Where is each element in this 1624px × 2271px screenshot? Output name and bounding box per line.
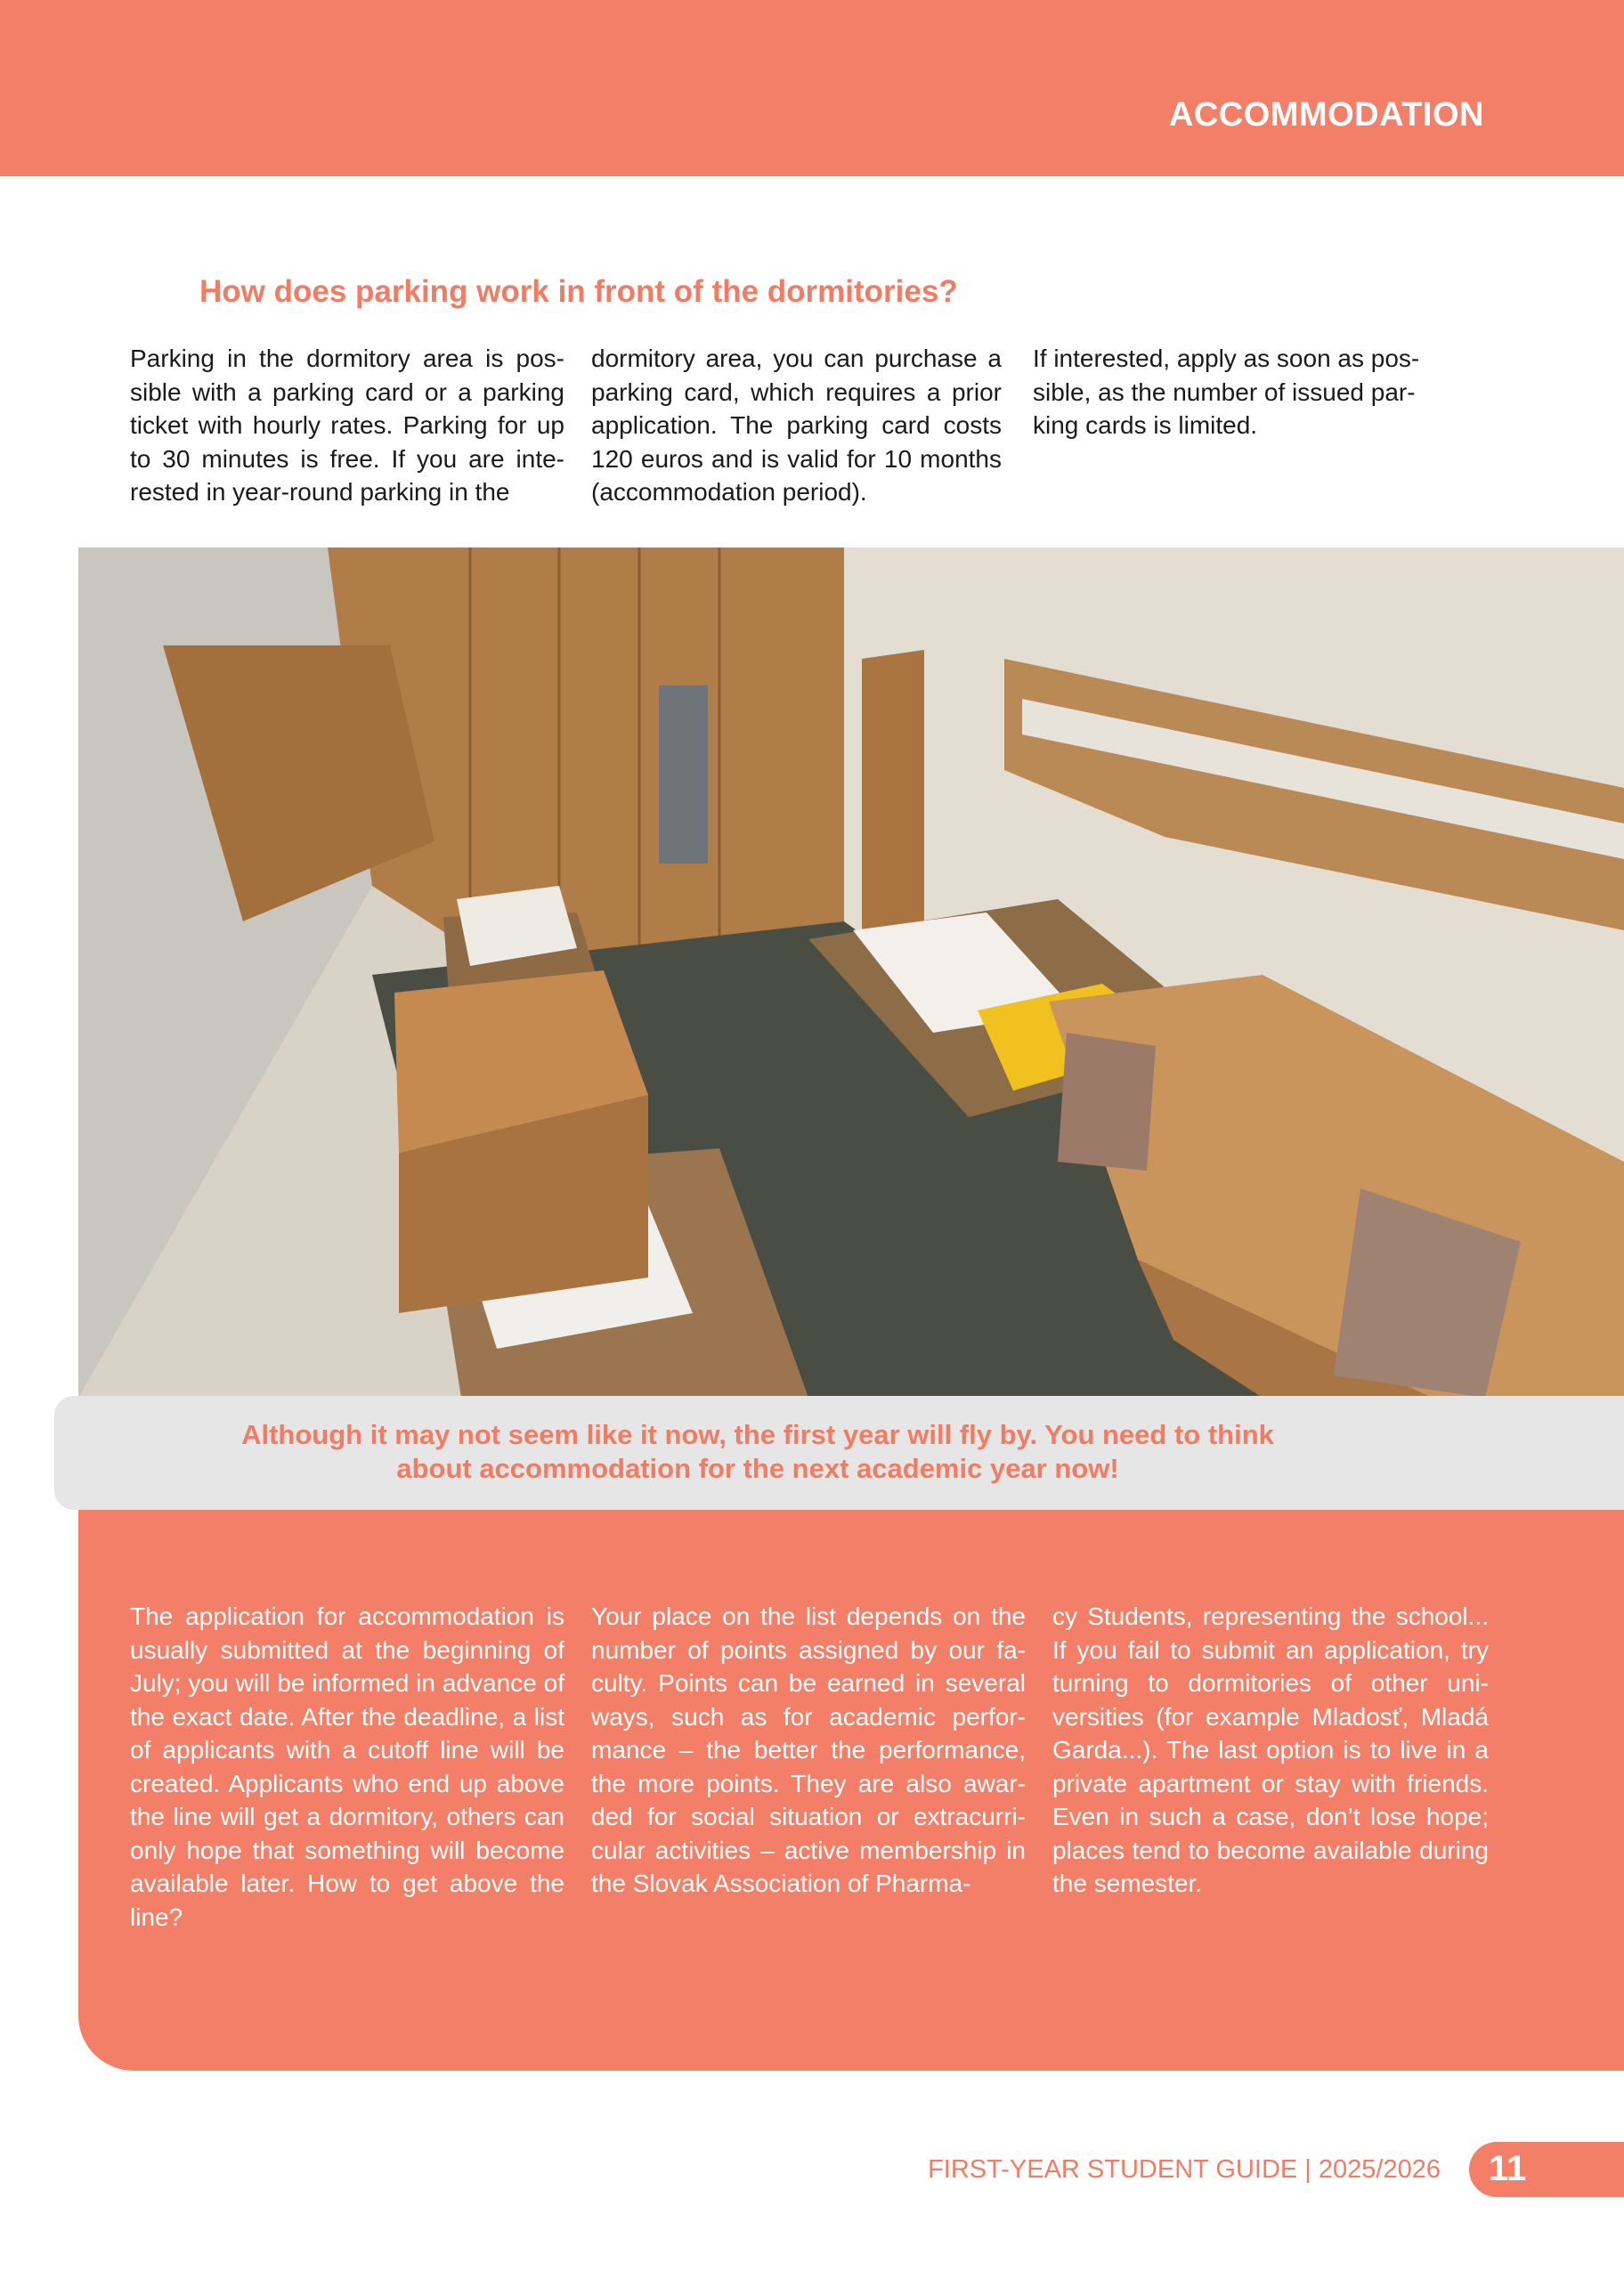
callout-text: Although it may not seem like it now, the first year will fly by. You need to think about accommodation for the next academic year now! <box>241 1419 1274 1484</box>
dormitory-room-photo <box>78 547 1624 1398</box>
application-paragraph-2: Your place on the list depends on the number of points assigned by our fa-culty. Points can be earned in several ways, such as for academic perfor-mance – the better the performance, the more points. They are also awar-ded for social situation or extracurri-cular activities – active membership in the Slovak Association of Pharma- <box>591 1602 1026 1897</box>
header-band <box>0 0 1624 176</box>
footer-guide-title: FIRST-YEAR STUDENT GUIDE | 2025/2026 <box>928 2155 1441 2184</box>
application-paragraph-1: The application for accommodation is usually submitted at the beginning of July; you will be informed in advance of the exact date. After the deadline, a list of applicants with a cutoff line will be created. Applicants who end up above the line will get a dormitory, others can only hope that something will become available later. How to get above the line? <box>130 1602 564 1931</box>
parking-paragraph-1: Parking in the dormitory area is pos-sible with a parking card or a parking ticket with hourly rates. Parking for up to 30 minutes is free. If you are inte-rested in year-round parking in the <box>130 345 564 506</box>
callout-box <box>54 1396 1624 1510</box>
section-title: ACCOMMODATION <box>1168 96 1484 134</box>
parking-heading: How does parking work in front of the dormitories? <box>199 274 958 309</box>
application-paragraph-3: cy Students, representing the school... If you fail to submit an application, try turning to dormitories of other uni-versities (for example Mladosť, Mladá Garda...). The last option is to live in a private apartment or stay with friends. Even in such a case, don’t lose hope; places tend to become available during the semester. <box>1052 1602 1489 1897</box>
parking-paragraph-3: If interested, apply as soon as pos-sible, as the number of issued par-king cards is limited. <box>1033 345 1420 439</box>
parking-paragraph-2: dormitory area, you can purchase a parking card, which requires a prior application. The parking card costs 120 euros and is valid for 10 months (accommodation period). <box>591 345 1002 506</box>
page-number: 11 <box>1489 2149 1527 2188</box>
page-number-tab <box>1469 2142 1624 2197</box>
